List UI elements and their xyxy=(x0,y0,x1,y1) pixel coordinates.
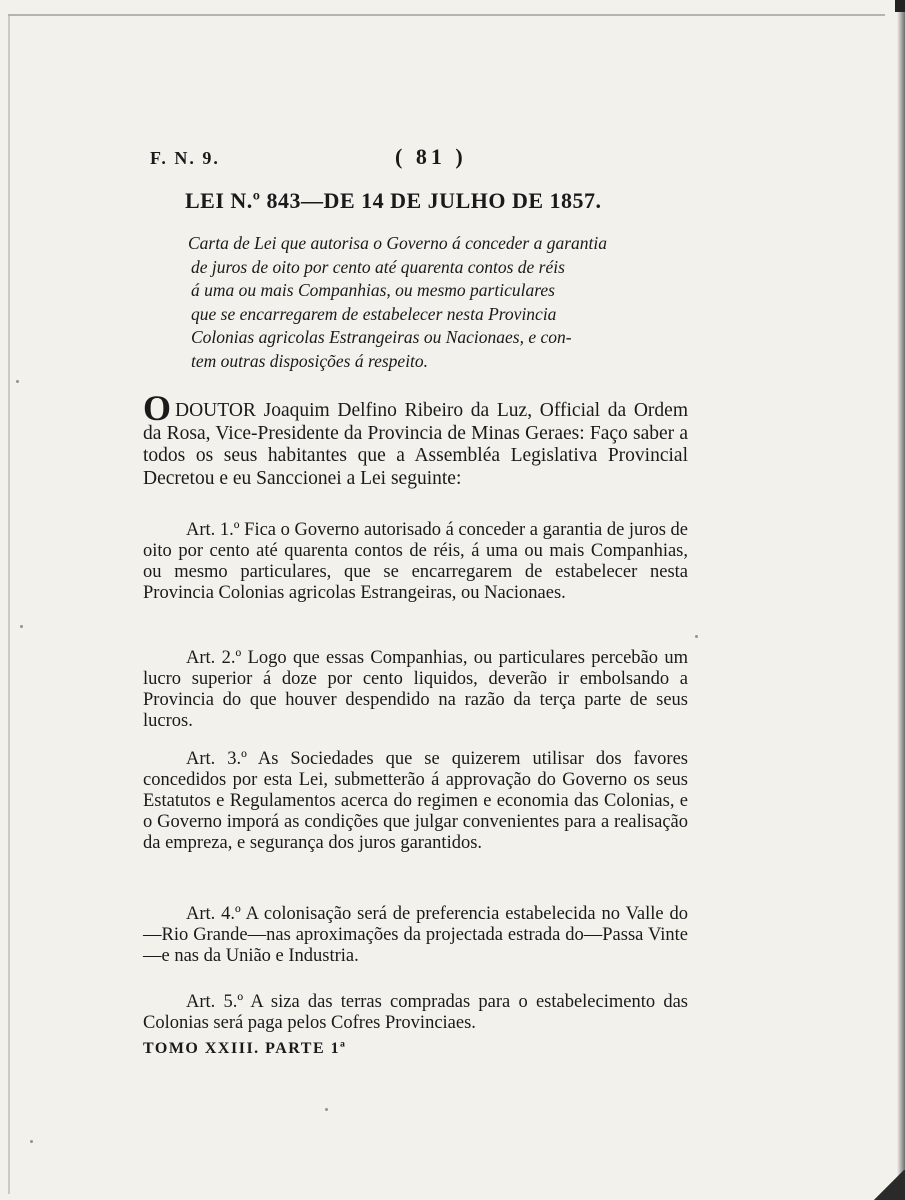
summary-line: Carta de Lei que autorisa o Governo á conceder a garantia xyxy=(188,233,607,253)
page-border-top xyxy=(8,14,885,16)
drop-cap: O xyxy=(143,388,172,428)
scan-speck xyxy=(20,625,23,628)
page-number: ( 81 ) xyxy=(395,144,467,169)
scan-speck xyxy=(16,380,19,383)
summary-line: tem outras disposições á respeito. xyxy=(191,350,429,371)
scan-speck xyxy=(695,635,698,638)
article-1 xyxy=(143,520,688,604)
scan-speck xyxy=(325,1108,328,1111)
summary-line: Colonias agricolas Estrangeiras ou Nacionaes, e con- xyxy=(191,327,572,347)
scan-corner-top xyxy=(895,0,905,12)
volume-footer: TOMO XXIII. PARTE 1ª xyxy=(143,1040,347,1057)
preamble-text: DOUTOR Joaquim Delfino Ribeiro da Luz, Official da Ordem da Rosa, Vice-Presidente da Provincia de Minas Geraes: Faço saber a todos os seus habitantes que a Assembléa Legislativa Provincial Decretou e eu Sanccionei a Lei seguinte: xyxy=(143,400,688,489)
article-text: Fica o Governo autorisado á conceder a garantia de juros de oito por cento até quarenta contos de réis, á uma ou mais Companhias, ou mesmo particulares, que se encarregarem de estabelecer nesta Provincia Colonias agricolas Estrangeiras, ou Nacionaes. xyxy=(143,520,689,603)
preamble xyxy=(143,388,688,490)
article-text: A siza das terras compradas para o estabelecimento das Colonias será paga pelos Cofres Provinciaes. xyxy=(143,992,688,1033)
article-text: Logo que essas Companhias, ou particulares percebão um lucro superior á doze por cento liquidos, deverão ir embolsando a Provincia do que houver despendido na razão da terça parte de seus lucros. xyxy=(143,648,688,731)
scan-corner-bottom xyxy=(865,1170,905,1200)
article-3 xyxy=(143,749,688,854)
article-label: Art. 2.º xyxy=(186,648,242,668)
article-5 xyxy=(143,992,688,1034)
article-text: A colonisação será de preferencia estabelecida no Valle do—Rio Grande—nas aproximações da projectada estrada do—Passa Vinte—e nas da União e Industria. xyxy=(143,904,688,966)
article-label: Art. 5.º xyxy=(186,992,244,1012)
scan-speck xyxy=(30,1140,33,1143)
folio-mark: F. N. 9. xyxy=(150,148,220,168)
summary-line: de juros de oito por cento até quarenta contos de réis xyxy=(191,256,565,277)
article-text: As Sociedades que se quizerem utilisar dos favores concedidos por esta Lei, submetterão á approvação do Governo os seus Estatutos e Regulamentos acerca do regimen e economia das Colonias, e o Governo imporá as condições que julgar convenientes para a realisação da empreza, e segurança dos juros garantidos. xyxy=(143,749,688,853)
summary-line: que se encarregarem de estabelecer nesta Provincia xyxy=(191,303,557,324)
law-summary xyxy=(188,232,688,373)
law-title: LEI N.º 843—DE 14 DE JULHO DE 1857. xyxy=(185,188,602,213)
article-label: Art. 4.º xyxy=(186,904,241,924)
article-4 xyxy=(143,904,688,967)
article-label: Art. 1.º xyxy=(186,520,240,540)
article-label: Art. 3.º xyxy=(186,749,247,769)
summary-line: á uma ou mais Companhias, ou mesmo particulares xyxy=(191,280,555,300)
article-2 xyxy=(143,648,688,732)
page-shadow-right xyxy=(897,0,905,1200)
page-border-left xyxy=(8,14,10,1194)
